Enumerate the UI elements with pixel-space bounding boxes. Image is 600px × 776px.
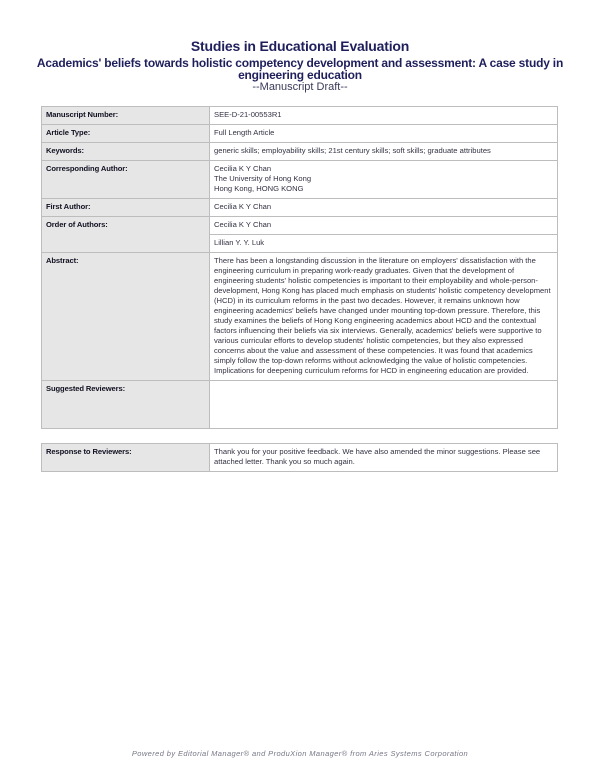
journal-title: Studies in Educational Evaluation [190, 38, 410, 54]
page-header [0, 38, 600, 93]
article-type-value: Full Length Article [210, 125, 558, 143]
article-title: Academics' beliefs towards holistic competency development and assessment: A case study in engineering education [36, 56, 564, 82]
table-row [42, 161, 558, 199]
table-row [42, 199, 558, 217]
abstract-label: Abstract: [42, 253, 210, 381]
table-row [42, 381, 558, 429]
spacer-cell [210, 429, 558, 444]
corresponding-author-value [210, 161, 558, 199]
table-row [42, 444, 558, 472]
order-of-authors-item-1: Cecilia K Y Chan [210, 217, 558, 235]
table-spacer [42, 429, 558, 444]
corresponding-author-location: Hong Kong, HONG KONG [214, 184, 304, 193]
table-row [42, 143, 558, 161]
suggested-reviewers-label: Suggested Reviewers: [42, 381, 210, 429]
manuscript-number-label: Manuscript Number: [42, 107, 210, 125]
table-row [42, 253, 558, 381]
first-author-label: First Author: [42, 199, 210, 217]
manuscript-metadata-table [41, 106, 558, 472]
draft-label: --Manuscript Draft-- [252, 81, 348, 93]
order-of-authors-label: Order of Authors: [42, 217, 210, 253]
first-author-value: Cecilia K Y Chan [210, 199, 558, 217]
manuscript-number-value: SEE-D-21-00553R1 [210, 107, 558, 125]
table-row [42, 107, 558, 125]
order-of-authors-item-2: Lillian Y. Y. Luk [210, 235, 558, 253]
corresponding-author-institution: The University of Hong Kong [214, 174, 312, 183]
abstract-text: There has been a longstanding discussion in the literature on employers' dissatisfaction with the engineering curriculum in preparing work-ready graduates. Given that the development of engineering students' holistic competencies is important to their employability and whole-person-development, Hong Kong has placed much emphasis on students' holistic competency development (HCD) in its curriculum reforms in the past two decades. However, it remains unknown how engineering academics' beliefs have changed under mounting top-down pressure. Therefore, this study examines the beliefs of Hong Kong engineering academics about HCD and the contextual factors influencing their beliefs via six interviews. Generally, academics' beliefs were supportive to various curricular efforts to develop students' holistic competencies, but they also expressed concerns about the value and assessment of these competencies. It was found that academics simply follow the top-down reforms without acknowledging the value of holistic competencies. Implications for deepening curriculum reforms for HCD in engineering education are provided. [210, 253, 558, 381]
spacer-cell [42, 429, 210, 444]
suggested-reviewers-value [210, 381, 558, 429]
table-row [42, 217, 558, 235]
response-to-reviewers-label: Response to Reviewers: [42, 444, 210, 472]
corresponding-author-label: Corresponding Author: [42, 161, 210, 199]
powered-by-footer: Powered by Editorial Manager® and ProduXion Manager® from Aries Systems Corporation [131, 749, 469, 758]
article-type-label: Article Type: [42, 125, 210, 143]
table-row [42, 125, 558, 143]
corresponding-author-name: Cecilia K Y Chan [214, 164, 272, 173]
keywords-value: generic skills; employability skills; 21st century skills; soft skills; graduate attributes [210, 143, 558, 161]
response-to-reviewers-text: Thank you for your positive feedback. We have also amended the minor suggestions. Please see attached letter. Thank you so much again. [210, 444, 558, 472]
keywords-label: Keywords: [42, 143, 210, 161]
